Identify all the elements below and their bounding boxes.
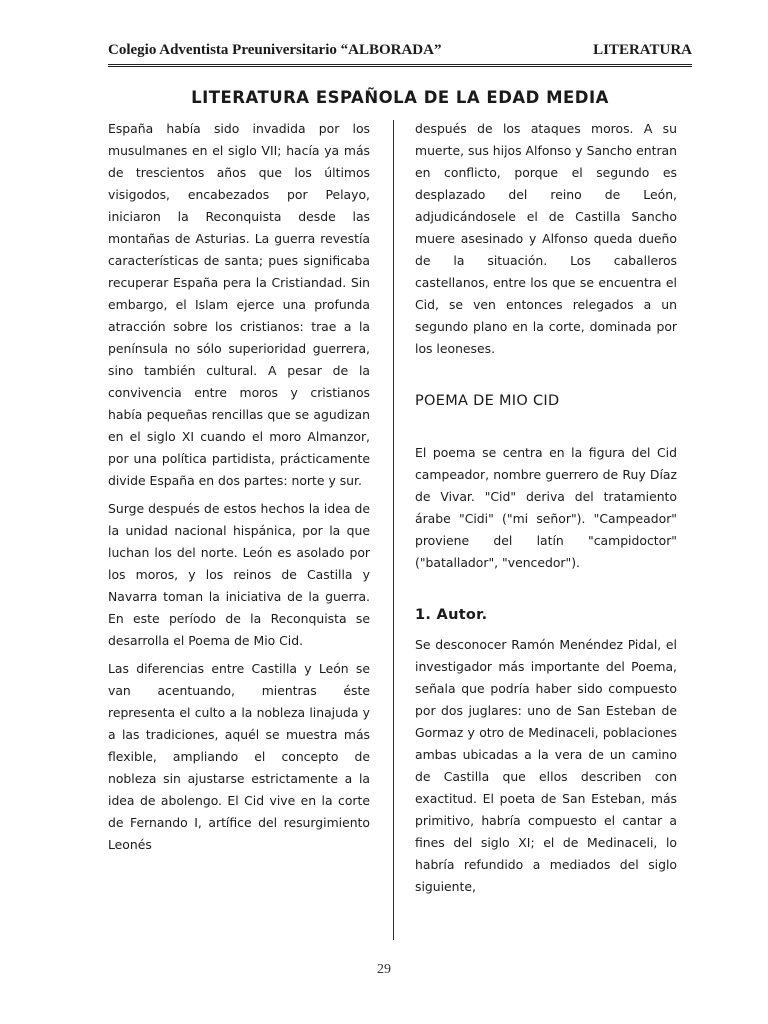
page-number: 29 [377, 962, 391, 977]
left-column [108, 118, 370, 862]
paragraph: El poema se centra en la figura del Cid campeador, nombre guerrero de Ruy Díaz de Vivar. "Cid" deriva del tratamiento árabe "Cidi" ("mi señor"). "Campeador" proviene del latín "campidoctor" ("batallador", "vencedor"). [415, 445, 677, 570]
school-name: Colegio Adventista Preuniversitario “ALBORADA” [108, 42, 442, 58]
subsection-heading: 1. Autor. [415, 607, 488, 623]
section-heading: POEMA DE MIO CID [415, 393, 560, 409]
column-divider [393, 120, 394, 940]
paragraph: Las diferencias entre Castilla y León se van acentuando, mientras éste representa el culto a la nobleza linajuda y a las tradiciones, aquél se muestra más flexible, ampliando el concepto de nobleza sin ajustarse estrictamente a la idea de abolengo. El Cid vive en la corte de Fernando I, artífice del resurgimiento Leonés [108, 661, 370, 852]
page-header [108, 42, 692, 67]
right-column [415, 118, 677, 904]
paragraph: Surge después de estos hechos la idea de la unidad nacional hispánica, por la que luchan los del norte. León es asolado por los moros, y los reinos de Castilla y Navarra toman la iniciativa de la guerra. En este período de la Reconquista se desarrolla el Poema de Mio Cid. [108, 501, 370, 648]
paragraph: Se desconocer Ramón Menéndez Pidal, el investigador más importante del Poema, señala que podría haber sido compuesto por dos juglares: uno de San Esteban de Gormaz y otro de Medinaceli, poblaciones ambas ubicadas a la vera de un camino de Castilla que ellos describen con exactitud. El poeta de San Esteban, más primitivo, habría compuesto el cantar a fines del siglo XI; el de Medinaceli, lo habría refundido a mediados del siglo siguiente, [415, 637, 677, 894]
page-title: LITERATURA ESPAÑOLA DE LA EDAD MEDIA [191, 88, 609, 107]
subject-label: LITERATURA [593, 42, 692, 58]
paragraph: después de los ataques moros. A su muerte, sus hijos Alfonso y Sancho entran en conflicto, porque el segundo es desplazado del reino de León, adjudicándosele el de Castilla Sancho muere asesinado y Alfonso queda dueño de la situación. Los caballeros castellanos, entre los que se encuentra el Cid, se ven entonces relegados a un segundo plano en la corte, dominada por los leoneses. [415, 121, 677, 356]
paragraph: España había sido invadida por los musulmanes en el siglo VII; hacía ya más de trescientos años que los últimos visigodos, encabezados por Pelayo, iniciaron la Reconquista desde las montañas de Asturias. La guerra revestía características de santa; pues significaba recuperar España pera la Cristiandad. Sin embargo, el Islam ejerce una profunda atracción sobre los cristianos: trae a la península no sólo superioridad guerrera, sino también cultural. A pesar de la convivencia entre moros y cristianos había pequeñas rencillas que se agudizan en el siglo XI cuando el moro Almanzor, por una política partidista, prácticamente divide España en dos partes: norte y sur. [108, 121, 370, 488]
